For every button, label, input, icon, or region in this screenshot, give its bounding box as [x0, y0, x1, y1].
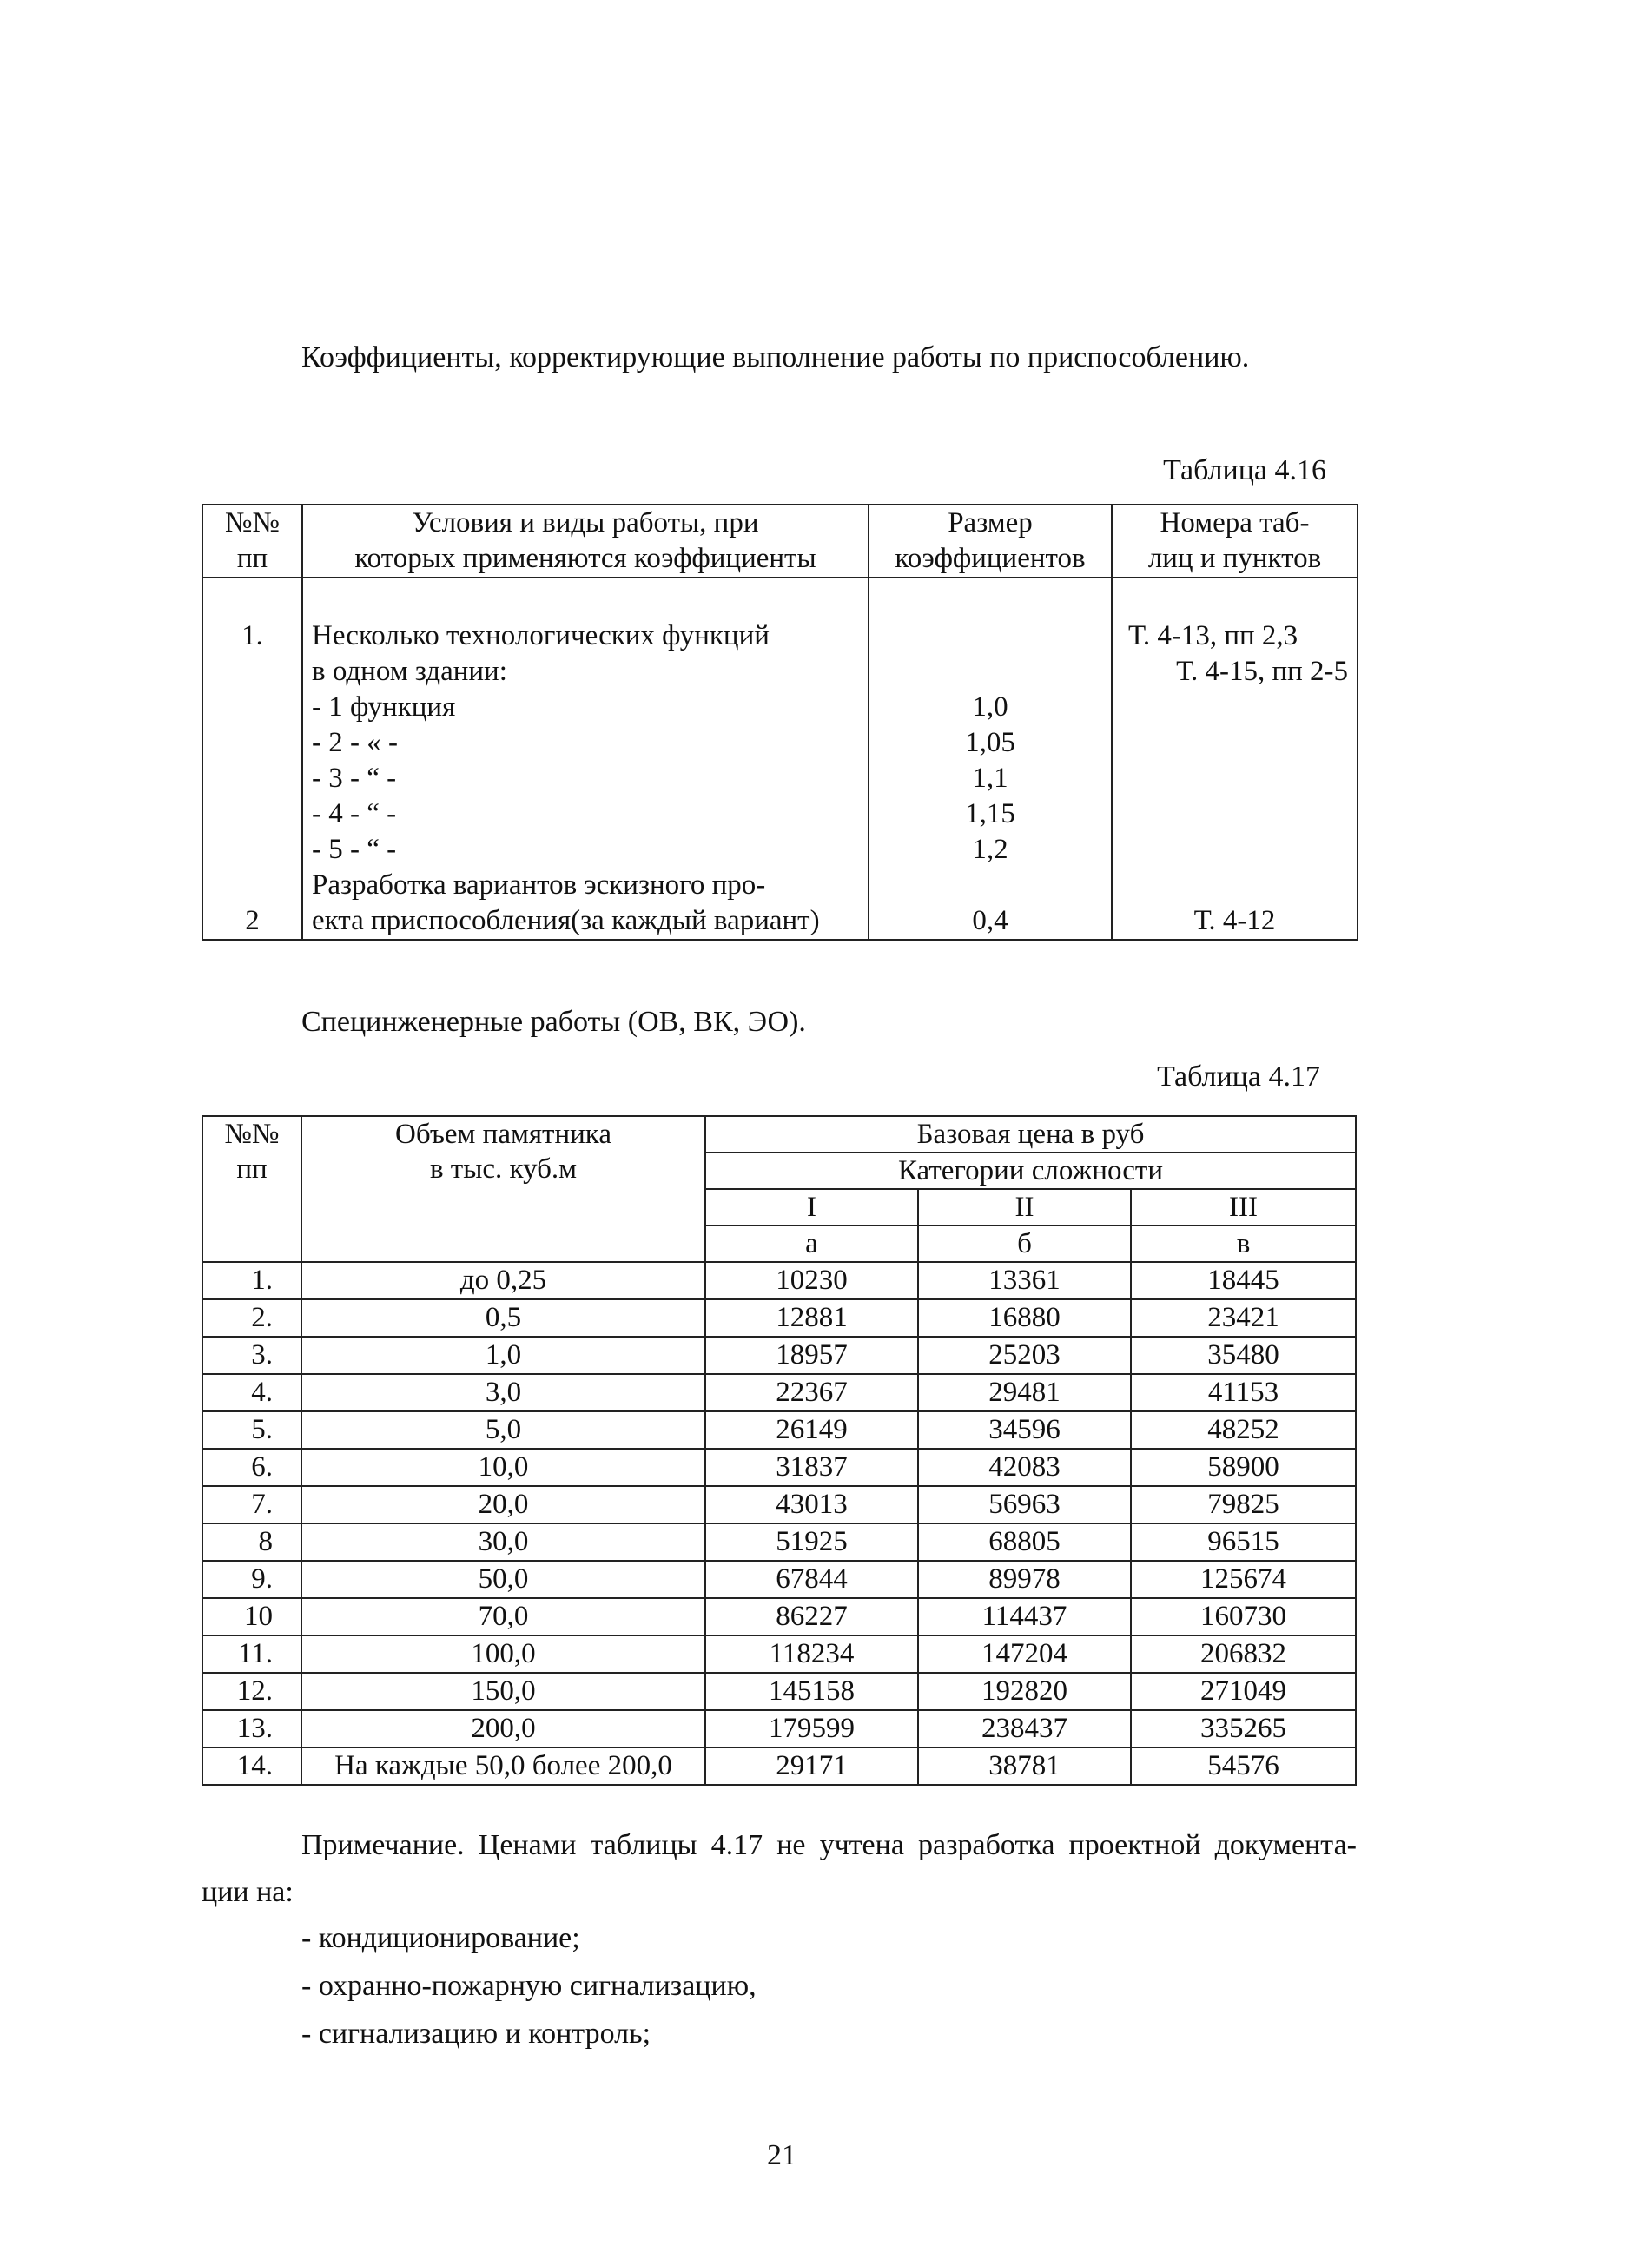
row-volume: 5,0: [301, 1411, 705, 1449]
row-price-c: 23421: [1131, 1299, 1356, 1337]
row-num: 7.: [202, 1486, 301, 1523]
header-coefficient-line2: коэффициентов: [895, 543, 1086, 574]
row-price-c: 18445: [1131, 1262, 1356, 1299]
header-num: [202, 505, 302, 578]
note-line-2: ции на:: [202, 1876, 294, 1908]
table-4-16: [202, 504, 1358, 941]
row-table-refs: [1112, 578, 1358, 940]
header-row-1: [202, 1116, 1356, 1153]
table-ref: Т. 4-12: [1193, 905, 1276, 936]
note-item: - кондиционирование;: [301, 1922, 580, 1954]
header-letter-b: б: [918, 1225, 1131, 1262]
row-price-c: 125674: [1131, 1561, 1356, 1598]
row-price-a: 18957: [705, 1337, 918, 1374]
row-price-c: 41153: [1131, 1374, 1356, 1411]
header-conditions: [302, 505, 869, 578]
row-price-b: 42083: [918, 1449, 1131, 1486]
table-4-16-header: [202, 505, 1358, 578]
row-price-b: 114437: [918, 1598, 1131, 1635]
row-price-c: 58900: [1131, 1449, 1356, 1486]
row-price-b: 238437: [918, 1710, 1131, 1747]
row-num: 5.: [202, 1411, 301, 1449]
row-volume: 10,0: [301, 1449, 705, 1486]
row-volume: 3,0: [301, 1374, 705, 1411]
coefficient-value: 1,0: [972, 691, 1008, 723]
row-price-c: 160730: [1131, 1598, 1356, 1635]
row-price-a: 86227: [705, 1598, 918, 1635]
header-base-price: Базовая цена в руб: [705, 1116, 1356, 1153]
row-price-c: 35480: [1131, 1337, 1356, 1374]
row-price-a: 51925: [705, 1523, 918, 1561]
table-4-16-body: [202, 578, 1358, 940]
row-coefficients: [869, 578, 1112, 940]
table-4-17-caption: Таблица 4.17: [1157, 1060, 1320, 1093]
row-num: 11.: [202, 1635, 301, 1673]
table-row: [202, 1710, 1356, 1747]
row-price-b: 29481: [918, 1374, 1131, 1411]
row-volume: 20,0: [301, 1486, 705, 1523]
table-ref: Т. 4-15, пп 2-5: [1176, 656, 1348, 687]
header-cat-1: I: [705, 1189, 918, 1225]
row-price-a: 43013: [705, 1486, 918, 1523]
row-price-a: 29171: [705, 1747, 918, 1785]
condition-line: - 5 - “ -: [312, 834, 397, 865]
table-4-16-caption: Таблица 4.16: [1163, 454, 1326, 486]
row2-num: 2: [245, 905, 260, 936]
row-num: 8: [202, 1523, 301, 1561]
header-cat-2: II: [918, 1189, 1131, 1225]
row-price-c: 271049: [1131, 1673, 1356, 1710]
heading-coefficients: Коэффициенты, корректирующие выполнение работы по приспособлению.: [301, 341, 1250, 373]
header-letter-c: в: [1131, 1225, 1356, 1262]
row-num: 9.: [202, 1561, 301, 1598]
condition-line: Разработка вариантов эскизного про-: [312, 869, 766, 901]
note-line-1: Примечание. Ценами таблицы 4.17 не учтена разработка проектной документа-: [301, 1829, 1357, 1861]
coefficient-value: 1,1: [972, 763, 1008, 794]
row-price-b: 147204: [918, 1635, 1131, 1673]
header-num-line1: №№: [225, 507, 280, 538]
table-row: [202, 1337, 1356, 1374]
row-price-a: 26149: [705, 1411, 918, 1449]
table-row: [202, 1486, 1356, 1523]
table-4-17: [202, 1115, 1357, 1786]
row-price-b: 68805: [918, 1523, 1131, 1561]
row-price-a: 67844: [705, 1561, 918, 1598]
condition-line: екта приспособления(за каждый вариант): [312, 905, 820, 936]
row-price-a: 12881: [705, 1299, 918, 1337]
row-volume: 150,0: [301, 1673, 705, 1710]
header-num-line2: пп: [236, 1153, 268, 1185]
table-row: [202, 1561, 1356, 1598]
row-volume: 100,0: [301, 1635, 705, 1673]
row-volume: 50,0: [301, 1561, 705, 1598]
table-ref: Т. 4-13, пп 2,3: [1128, 620, 1298, 651]
header-volume-line1: Объем памятника: [395, 1119, 611, 1150]
header-volume: [301, 1116, 705, 1262]
row-price-a: 179599: [705, 1710, 918, 1747]
row-price-a: 31837: [705, 1449, 918, 1486]
row-numbers: [202, 578, 302, 940]
table-row: [202, 1411, 1356, 1449]
row-price-c: 79825: [1131, 1486, 1356, 1523]
header-conditions-line2: которых применяются коэффициенты: [354, 543, 816, 574]
row-price-b: 89978: [918, 1561, 1131, 1598]
coefficient-value: 0,4: [972, 905, 1008, 936]
header-num-line2: пп: [236, 543, 268, 574]
row-price-c: 48252: [1131, 1411, 1356, 1449]
row-num: 6.: [202, 1449, 301, 1486]
row-volume: 30,0: [301, 1523, 705, 1561]
table-row: [202, 1673, 1356, 1710]
table-4-17-body: [202, 1262, 1356, 1785]
header-cat-3: III: [1131, 1189, 1356, 1225]
header-coefficient-line1: Размер: [948, 507, 1033, 538]
row-price-b: 34596: [918, 1411, 1131, 1449]
header-num-line1: №№: [224, 1119, 280, 1150]
row-price-a: 145158: [705, 1673, 918, 1710]
header-conditions-line1: Условия и виды работы, при: [412, 507, 759, 538]
header-coefficient-size: [869, 505, 1112, 578]
table-row: [202, 1635, 1356, 1673]
condition-line: - 2 - « -: [312, 727, 398, 758]
row-volume: 1,0: [301, 1337, 705, 1374]
row-num: 1.: [202, 1262, 301, 1299]
condition-line: Несколько технологических функций: [312, 620, 770, 651]
row-volume: до 0,25: [301, 1262, 705, 1299]
row-volume: На каждые 50,0 более 200,0: [301, 1747, 705, 1785]
row-volume: 0,5: [301, 1299, 705, 1337]
coefficient-value: 1,15: [965, 798, 1015, 829]
row-price-c: 335265: [1131, 1710, 1356, 1747]
header-categories: Категории сложности: [705, 1153, 1356, 1189]
row-num: 14.: [202, 1747, 301, 1785]
note-item: - охранно-пожарную сигнализацию,: [301, 1970, 757, 2002]
row-price-a: 118234: [705, 1635, 918, 1673]
row-num: 2.: [202, 1299, 301, 1337]
row-num: 10: [202, 1598, 301, 1635]
row-price-b: 25203: [918, 1337, 1131, 1374]
condition-line: - 3 - “ -: [312, 763, 397, 794]
row1-num: 1.: [241, 620, 263, 651]
row-num: 13.: [202, 1710, 301, 1747]
table-row: [202, 1598, 1356, 1635]
row-price-a: 22367: [705, 1374, 918, 1411]
page-number: 21: [767, 2139, 796, 2171]
heading-special-engineering: Специнженерные работы (ОВ, ВК, ЭО).: [301, 1006, 806, 1038]
table-row: [202, 1262, 1356, 1299]
table-row: [202, 1523, 1356, 1561]
row-conditions: [302, 578, 869, 940]
header-volume-line2: в тыс. куб.м: [429, 1153, 578, 1185]
note-item: - сигнализацию и контроль;: [301, 2018, 651, 2050]
header-refs-line1: Номера таб-: [1160, 507, 1310, 538]
header-refs-line2: лиц и пунктов: [1147, 543, 1322, 574]
table-row: [202, 1374, 1356, 1411]
row-num: 3.: [202, 1337, 301, 1374]
header-num: [202, 1116, 301, 1262]
table-row: [202, 1299, 1356, 1337]
row-volume: 70,0: [301, 1598, 705, 1635]
row-price-c: 54576: [1131, 1747, 1356, 1785]
row-num: 4.: [202, 1374, 301, 1411]
condition-line: - 1 функция: [312, 691, 456, 723]
row-num: 12.: [202, 1673, 301, 1710]
condition-line: - 4 - “ -: [312, 798, 397, 829]
table-row: [202, 1449, 1356, 1486]
row-price-c: 96515: [1131, 1523, 1356, 1561]
header-table-refs: [1112, 505, 1358, 578]
row-price-b: 13361: [918, 1262, 1131, 1299]
row-price-a: 10230: [705, 1262, 918, 1299]
table-row: [202, 1747, 1356, 1785]
row-price-b: 38781: [918, 1747, 1131, 1785]
condition-line: в одном здании:: [312, 656, 507, 687]
header-letter-a: а: [705, 1225, 918, 1262]
row-volume: 200,0: [301, 1710, 705, 1747]
row-price-c: 206832: [1131, 1635, 1356, 1673]
row-price-b: 192820: [918, 1673, 1131, 1710]
coefficient-value: 1,2: [972, 834, 1008, 865]
row-price-b: 16880: [918, 1299, 1131, 1337]
row-price-b: 56963: [918, 1486, 1131, 1523]
coefficient-value: 1,05: [965, 727, 1015, 758]
